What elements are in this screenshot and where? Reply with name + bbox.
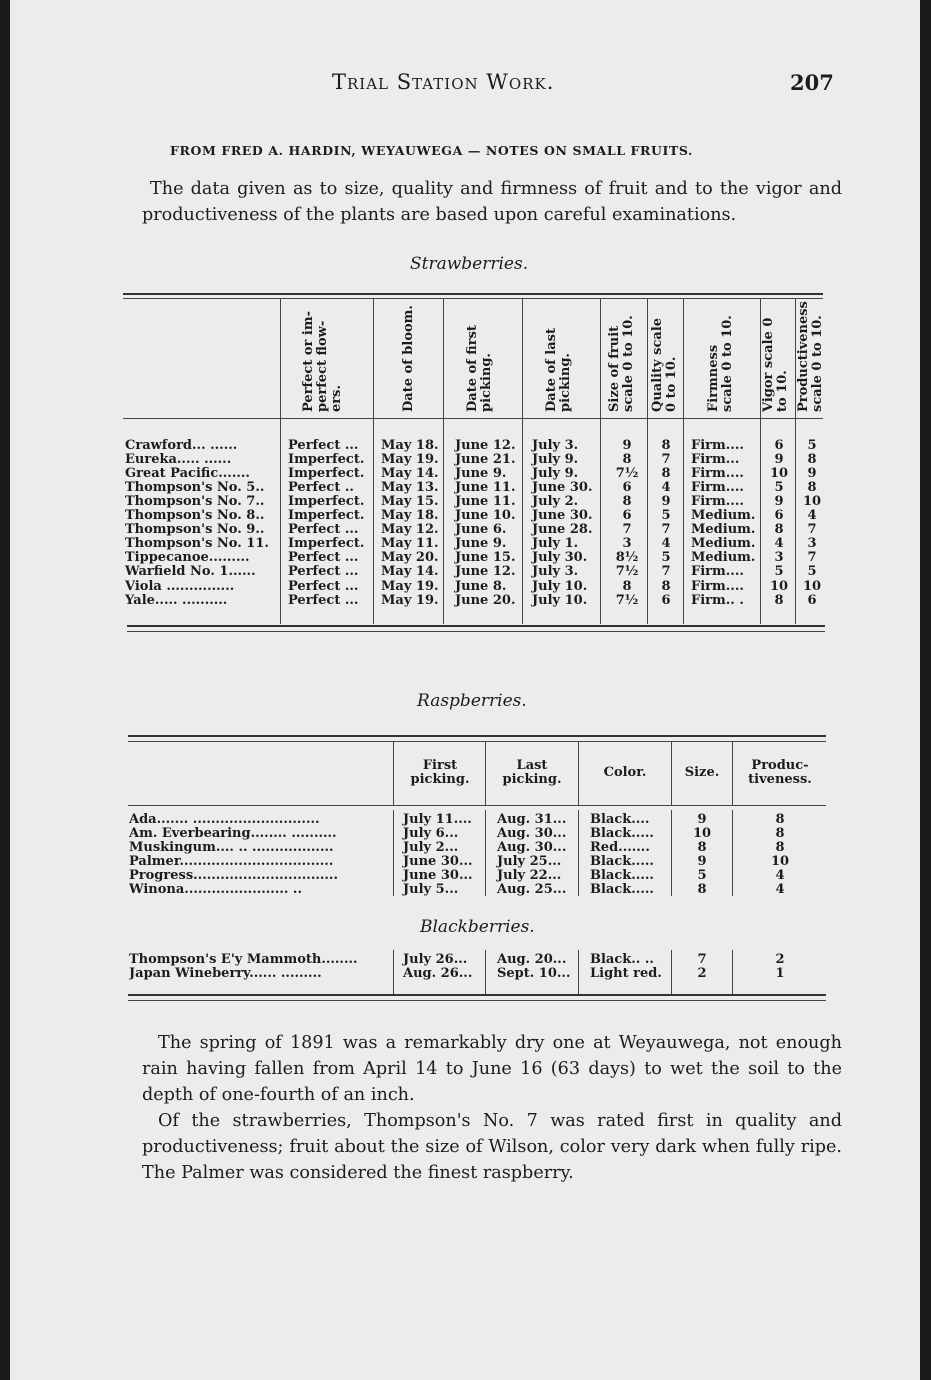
last-picking: July 25... — [497, 854, 562, 869]
first-picking: June 30... — [403, 868, 473, 883]
flower-type: Imperfect. — [288, 494, 365, 510]
col-header-productiveness: Productiveness scale 0 to 10. — [796, 301, 825, 412]
table-row — [10, 481, 920, 495]
strawberry-variety: Thompson's No. 11. — [125, 536, 269, 552]
flower-type: Perfect ... — [288, 578, 359, 594]
flower-type: Perfect ... — [288, 550, 359, 566]
closing-paragraph-1: The spring of 1891 was a remarkably dry one at Weyauwega, not enough rain having fallen from April 14 to June 16 (63 days) to wet the soil to the depth of one-fourth of an inch. — [142, 1033, 842, 1105]
first-picking: June 12. — [455, 438, 516, 453]
col-header-flowers: Perfect or im-perfect flow-ers. — [301, 311, 344, 412]
size-score: 8½ — [615, 550, 639, 566]
vigor-score: 3 — [774, 550, 784, 566]
variety-name: Japan Wineberry...... ......... — [129, 967, 322, 981]
col-header-quality: Quality scale 0 to 10. — [650, 317, 679, 412]
col-header-size: Size. — [684, 765, 720, 780]
first-picking: July 6... — [403, 826, 459, 841]
first-picking: June 12. — [455, 564, 516, 580]
quality-score: 5 — [661, 550, 671, 566]
productiveness-score: 10 — [802, 494, 822, 510]
last-picking: June 30. — [532, 508, 593, 524]
col-header-first-picking: Date of first picking. — [465, 325, 494, 412]
closing-paragraph-2: Of the strawberries, Thompson's No. 7 was rated first in quality and productiveness; fruit about the size of Wilson, color very dark when fully ripe. The Palmer was considered the finest raspberry. — [142, 1111, 842, 1183]
bloom-date: May 14. — [381, 466, 439, 482]
firmness: Firm.... — [691, 494, 744, 510]
last-picking: July 2. — [532, 494, 579, 510]
table-row — [10, 967, 920, 981]
last-picking: Aug. 31... — [497, 812, 567, 827]
size-score: 6 — [622, 508, 632, 524]
vigor-score: 6 — [774, 438, 784, 453]
table-row — [10, 495, 920, 509]
column-divider — [485, 950, 486, 994]
bloom-date: May 12. — [381, 522, 439, 538]
col-header-color: Color. — [603, 765, 647, 780]
vigor-score: 5 — [774, 564, 784, 580]
first-picking: June 9. — [455, 536, 507, 552]
bloom-date: May 18. — [381, 508, 439, 524]
quality-score: 6 — [661, 592, 671, 608]
col-header-firmness: Firmness scale 0 to 10. — [706, 315, 735, 412]
last-picking: Aug. 30... — [497, 826, 567, 841]
first-picking: June 20. — [455, 592, 516, 608]
vigor-score: 5 — [774, 480, 784, 496]
size-score: 10 — [692, 826, 712, 841]
last-picking: July 22... — [497, 868, 562, 883]
strawberry-variety: Eureka..... ...... — [125, 452, 232, 468]
fruit-color: Black.. .. — [590, 952, 654, 967]
running-title: Trial Station Work. — [332, 70, 555, 94]
last-picking: June 28. — [532, 522, 593, 538]
bloom-date: May 19. — [381, 592, 439, 608]
first-picking: June 11. — [455, 480, 516, 496]
table-row — [10, 580, 920, 594]
variety-name: Thompson's E'y Mammoth........ — [129, 953, 358, 967]
size-score: 9 — [697, 854, 707, 869]
productiveness-score: 8 — [775, 826, 785, 841]
fruit-color: Black.... — [590, 812, 650, 827]
column-divider — [732, 950, 733, 994]
quality-score: 7 — [661, 564, 671, 580]
size-score: 5 — [697, 868, 707, 883]
variety-name: Winona....................... .. — [129, 883, 302, 897]
firmness: Medium. — [691, 536, 756, 552]
table-row — [10, 537, 920, 551]
column-divider — [732, 810, 733, 896]
variety-name: Progress................................ — [129, 869, 338, 883]
fruit-color: Red....... — [590, 840, 650, 855]
productiveness-score: 9 — [807, 466, 817, 482]
vigor-score: 10 — [769, 466, 789, 482]
quality-score: 8 — [661, 438, 671, 453]
first-picking: June 8. — [455, 578, 507, 594]
vigor-score: 8 — [774, 522, 784, 538]
productiveness-score: 4 — [807, 508, 817, 524]
first-picking: June 11. — [455, 494, 516, 510]
first-picking: Aug. 26... — [403, 966, 473, 981]
last-picking: July 10. — [532, 592, 588, 608]
productiveness-score: 5 — [807, 438, 817, 453]
size-score: 7½ — [615, 466, 639, 482]
table-row — [10, 594, 920, 608]
first-picking: June 9. — [455, 466, 507, 482]
firmness: Firm.. . — [691, 592, 744, 608]
strawberry-variety: Great Pacific....... — [125, 466, 250, 482]
strawberry-variety: Thompson's No. 5.. — [125, 480, 265, 496]
col-header-last-picking: Date of last picking. — [544, 328, 573, 412]
last-picking: Aug. 30... — [497, 840, 567, 855]
size-score: 9 — [622, 438, 632, 453]
table-row — [10, 439, 920, 453]
bloom-date: May 13. — [381, 480, 439, 496]
variety-name: Palmer.................................. — [129, 855, 334, 869]
first-picking: July 5... — [403, 882, 459, 897]
flower-type: Perfect ... — [288, 592, 359, 608]
firmness: Firm.... — [691, 578, 744, 594]
quality-score: 9 — [661, 494, 671, 510]
productiveness-score: 1 — [775, 966, 785, 981]
flower-type: Perfect ... — [288, 522, 359, 538]
table-row — [10, 841, 920, 855]
col-header-last-picking: Last picking. — [502, 758, 562, 787]
size-score: 8 — [622, 494, 632, 510]
size-score: 8 — [697, 882, 707, 897]
last-picking: Sept. 10... — [497, 966, 571, 981]
size-score: 7½ — [615, 592, 639, 608]
bloom-date: May 19. — [381, 452, 439, 468]
productiveness-score: 4 — [775, 882, 785, 897]
first-picking: June 15. — [455, 550, 516, 566]
first-picking: June 6. — [455, 522, 507, 538]
table-row — [10, 869, 920, 883]
variety-name: Ada....... ............................ — [129, 813, 320, 827]
column-divider — [578, 950, 579, 994]
flower-type: Imperfect. — [288, 452, 365, 468]
first-picking: July 11.... — [403, 812, 472, 827]
first-picking: June 30... — [403, 854, 473, 869]
productiveness-score: 7 — [807, 550, 817, 566]
strawberry-variety: Tippecanoe......... — [125, 550, 250, 566]
size-score: 8 — [622, 452, 632, 468]
vigor-score: 6 — [774, 508, 784, 524]
vigor-score: 9 — [774, 494, 784, 510]
first-picking: July 26... — [403, 952, 468, 967]
size-score: 8 — [622, 578, 632, 594]
quality-score: 4 — [661, 480, 671, 496]
productiveness-score: 8 — [807, 480, 817, 496]
firmness: Firm.... — [691, 438, 744, 453]
strawberry-variety: Yale..... .......... — [125, 592, 228, 608]
table-row — [10, 523, 920, 537]
fruit-color: Black..... — [590, 826, 654, 841]
vigor-score: 9 — [774, 452, 784, 468]
firmness: Medium. — [691, 508, 756, 524]
blackberries-title: Blackberries. — [420, 917, 535, 937]
table-row — [10, 453, 920, 467]
productiveness-score: 10 — [770, 854, 790, 869]
column-divider — [393, 950, 394, 994]
flower-type: Perfect .. — [288, 480, 354, 496]
last-picking: July 9. — [532, 466, 579, 482]
column-divider — [485, 810, 486, 896]
column-divider — [671, 950, 672, 994]
quality-score: 7 — [661, 522, 671, 538]
bloom-date: May 15. — [381, 494, 439, 510]
strawberries-title: Strawberries. — [410, 254, 529, 274]
fruit-color: Light red. — [590, 966, 662, 981]
flower-type: Perfect ... — [288, 438, 359, 453]
last-picking: July 9. — [532, 452, 579, 468]
size-score: 6 — [622, 480, 632, 496]
firmness: Medium. — [691, 522, 756, 538]
firmness: Firm.... — [691, 564, 744, 580]
flower-type: Imperfect. — [288, 536, 365, 552]
fruit-color: Black..... — [590, 854, 654, 869]
productiveness-score: 8 — [775, 812, 785, 827]
size-score: 9 — [697, 812, 707, 827]
fruit-color: Black..... — [590, 882, 654, 897]
first-picking: June 10. — [455, 508, 516, 524]
productiveness-score: 5 — [807, 564, 817, 580]
size-score: 2 — [697, 966, 707, 981]
column-divider — [671, 810, 672, 896]
productiveness-score: 4 — [775, 868, 785, 883]
size-score: 8 — [697, 840, 707, 855]
quality-score: 5 — [661, 508, 671, 524]
flower-type: Imperfect. — [288, 508, 365, 524]
strawberry-variety: Thompson's No. 9.. — [125, 522, 265, 538]
variety-name: Am. Everbearing........ .......... — [129, 827, 337, 841]
size-score: 3 — [622, 536, 632, 552]
col-header-first-picking: First picking. — [410, 758, 470, 787]
table-row — [10, 827, 920, 841]
last-picking: July 30. — [532, 550, 588, 566]
firmness: Medium. — [691, 550, 756, 566]
bloom-date: May 11. — [381, 536, 439, 552]
running-header — [10, 70, 920, 100]
strawberry-variety: Warfield No. 1...... — [125, 564, 256, 580]
last-picking: July 3. — [532, 564, 579, 580]
strawberry-variety: Thompson's No. 7.. — [125, 494, 265, 510]
bloom-date: May 14. — [381, 564, 439, 580]
productiveness-score: 3 — [807, 536, 817, 552]
size-score: 7 — [622, 522, 632, 538]
bloom-date: May 20. — [381, 550, 439, 566]
first-picking: July 2... — [403, 840, 459, 855]
size-score: 7½ — [615, 564, 639, 580]
productiveness-score: 8 — [807, 452, 817, 468]
firmness: Firm.... — [691, 480, 744, 496]
productiveness-score: 8 — [775, 840, 785, 855]
last-picking: June 30. — [532, 480, 593, 496]
strawberry-variety: Viola ............... — [125, 578, 235, 594]
table-row — [10, 813, 920, 827]
flower-type: Perfect ... — [288, 564, 359, 580]
col-header-bloom: Date of bloom. — [401, 305, 416, 412]
quality-score: 4 — [661, 536, 671, 552]
book-page — [10, 0, 920, 1380]
last-picking: July 3. — [532, 438, 579, 453]
firmness: Firm... — [691, 452, 740, 468]
fruit-color: Black..... — [590, 868, 654, 883]
vigor-score: 10 — [769, 578, 789, 594]
table-row — [10, 565, 920, 579]
table-row — [10, 883, 920, 897]
table-row — [10, 855, 920, 869]
productiveness-score: 7 — [807, 522, 817, 538]
quality-score: 7 — [661, 452, 671, 468]
strawberry-variety: Crawford... ...... — [125, 438, 238, 453]
column-divider — [393, 810, 394, 896]
flower-type: Imperfect. — [288, 466, 365, 482]
raspberries-title: Raspberries. — [417, 691, 527, 711]
intro-paragraph: The data given as to size, quality and firmness of fruit and to the vigor and productiveness of the plants are based upon careful examinations. — [142, 179, 842, 225]
last-picking: Aug. 20... — [497, 952, 567, 967]
col-header-productiveness: Produc-tiveness. — [748, 758, 812, 787]
size-score: 7 — [697, 952, 707, 967]
first-picking: June 21. — [455, 452, 516, 468]
bloom-date: May 18. — [381, 438, 439, 453]
table-row — [10, 467, 920, 481]
strawberry-variety: Thompson's No. 8.. — [125, 508, 265, 524]
productiveness-score: 10 — [802, 578, 822, 594]
quality-score: 8 — [661, 578, 671, 594]
last-picking: July 1. — [532, 536, 579, 552]
productiveness-score: 6 — [807, 592, 817, 608]
table-row — [10, 509, 920, 523]
column-divider — [578, 810, 579, 896]
last-picking: Aug. 25... — [497, 882, 567, 897]
source-line: FROM FRED A. HARDIN, WEYAUWEGA — NOTES ON SMALL FRUITS. — [170, 143, 693, 158]
table-row — [10, 953, 920, 967]
table-row — [10, 551, 920, 565]
firmness: Firm.... — [691, 466, 744, 482]
quality-score: 8 — [661, 466, 671, 482]
col-header-vigor: Vigor scale 0 to 10. — [761, 317, 790, 412]
col-header-size: Size of fruit scale 0 to 10. — [607, 315, 636, 412]
variety-name: Muskingum.... .. .................. — [129, 841, 334, 855]
productiveness-score: 2 — [775, 952, 785, 967]
vigor-score: 4 — [774, 536, 784, 552]
page-number: 207 — [790, 70, 834, 95]
bloom-date: May 19. — [381, 578, 439, 594]
vigor-score: 8 — [774, 592, 784, 608]
last-picking: July 10. — [532, 578, 588, 594]
